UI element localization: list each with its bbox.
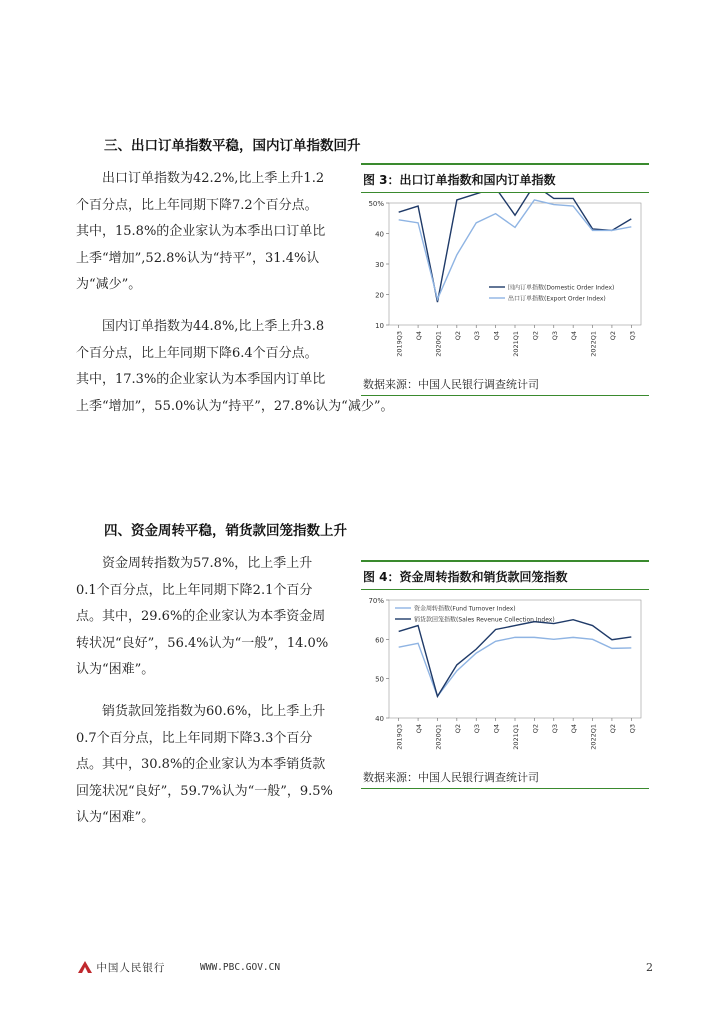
y-tick-label: 50: [375, 675, 384, 684]
series-line-0: [399, 637, 632, 696]
paragraph-line: 认为“困难”。: [76, 662, 155, 677]
export-order-paragraph: [76, 166, 352, 299]
legend-label: 销货款回笼指数(Sales Revenue Collection Index): [414, 616, 555, 624]
pboc-logo: [78, 960, 165, 975]
x-tick-label: Q2: [453, 724, 462, 734]
x-tick-label: 2021Q1: [512, 724, 520, 750]
figure-4-source: 数据来源：中国人民银行调查统计司: [363, 771, 539, 784]
x-tick-label: Q4: [570, 724, 579, 734]
x-tick-label: 2022Q1: [589, 724, 598, 750]
paragraph-line: 上季“增加”,52.8%认为“持平”，31.4%认: [76, 250, 320, 266]
x-tick-label: Q4: [415, 331, 424, 341]
y-tick-label: 30: [375, 261, 384, 269]
paragraph-line: 资金周转指数为57.8%，比上季上升: [76, 556, 313, 571]
paragraph-line: 转状况“良好”，56.4%认为“一般”，14.0%: [76, 635, 329, 651]
pboc-emblem-icon: [78, 961, 92, 973]
y-tick-label: 20: [375, 291, 384, 300]
paragraph-line: 销货款回笼指数为60.6%，比上季上升: [76, 704, 326, 719]
x-tick-label: 2022Q1: [589, 331, 598, 357]
x-tick-label: Q2: [608, 331, 617, 341]
x-tick-label: Q3: [628, 724, 637, 734]
y-tick-label: 50%: [368, 200, 384, 208]
y-tick-label: 10: [375, 322, 384, 330]
paragraph-line: 其中，17.3%的企业家认为本季国内订单比: [76, 372, 326, 387]
paragraph-line: 个百分点，比上年同期下降7.2个百分点。: [76, 197, 318, 213]
legend-label: 国内订单指数(Domestic Order Index): [508, 284, 615, 292]
y-tick-label: 70%: [368, 597, 384, 605]
paragraph-line: 出口订单指数为42.2%,比上季上升1.2: [76, 171, 325, 186]
figure-bottom-rule: [361, 788, 649, 789]
paragraph-line: 认为“困难”。: [76, 810, 155, 825]
section-3-heading: 三、出口订单指数平稳，国内订单指数回升: [104, 138, 361, 154]
legend-label: 资金周转指数(Fund Turnover Index): [414, 605, 516, 613]
paragraph-line: 回笼状况“良好”，59.7%认为“一般”，9.5%: [76, 783, 333, 799]
figure-3-title: 图 3：出口订单指数和国内订单指数: [363, 173, 556, 187]
paragraph-line: 其中，15.8%的企业家认为本季出口订单比: [76, 224, 326, 239]
x-tick-label: Q2: [608, 724, 617, 734]
paragraph-line: 个百分点，比上年同期下降6.4个百分点。: [76, 345, 318, 361]
paragraph-line: 为“减少”。: [76, 277, 142, 292]
footer-url-link[interactable]: WWW.PBC.GOV.CN: [200, 962, 281, 973]
x-tick-label: Q2: [531, 724, 540, 734]
x-tick-label: Q3: [473, 724, 482, 734]
figure-4: [361, 560, 649, 789]
x-tick-label: 2019Q3: [395, 724, 404, 750]
x-tick-label: Q3: [550, 331, 559, 341]
paragraph-line: 点。其中，29.6%的企业家认为本季资金周: [76, 609, 326, 624]
paragraph-line: 上季“增加”，55.0%认为“持平”，27.8%认为“减少”。: [76, 398, 394, 414]
x-tick-label: Q4: [492, 724, 501, 734]
x-tick-label: Q2: [531, 331, 540, 341]
fund-turnover-paragraph: [76, 551, 352, 684]
x-tick-label: Q4: [570, 331, 579, 341]
y-tick-label: 40: [375, 715, 384, 723]
x-tick-label: Q4: [415, 724, 424, 734]
x-tick-label: Q2: [453, 331, 462, 341]
x-tick-label: 2019Q3: [395, 331, 404, 357]
x-tick-label: 2020Q1: [434, 331, 443, 357]
y-tick-label: 40: [375, 230, 384, 239]
paragraph-line: 国内订单指数为44.8%,比上季上升3.8: [76, 319, 325, 334]
paragraph-line: 0.7个百分点，比上年同期下降3.3个百分: [76, 730, 313, 746]
plot-frame: [389, 203, 641, 325]
figure-bottom-rule: [361, 395, 649, 396]
figure-3-source: 数据来源：中国人民银行调查统计司: [363, 378, 539, 391]
section-4-heading: 四、资金周转平稳，销货款回笼指数上升: [104, 523, 347, 539]
legend-label: 出口订单指数(Export Order Index): [508, 295, 606, 303]
x-tick-label: Q4: [492, 331, 501, 341]
figure-3: [361, 163, 649, 396]
page-number: 2: [646, 961, 653, 974]
x-tick-label: 2020Q1: [434, 724, 443, 750]
paragraph-line: 点。其中，30.8%的企业家认为本季销货款: [76, 757, 326, 772]
figure-3-chart: [361, 193, 649, 369]
y-tick-label: 60: [375, 636, 384, 645]
figure-4-title: 图 4：资金周转指数和销货款回笼指数: [363, 570, 568, 584]
sales-revenue-paragraph: [76, 699, 352, 832]
x-tick-label: Q3: [550, 724, 559, 734]
paragraph-line: 0.1个百分点，比上年同期下降2.1个百分: [76, 582, 313, 598]
x-tick-label: Q3: [473, 331, 482, 341]
figure-4-chart: [361, 590, 649, 762]
x-tick-label: 2021Q1: [512, 331, 520, 357]
logo-text: 中国人民银行: [96, 962, 166, 974]
x-tick-label: Q3: [628, 331, 637, 341]
